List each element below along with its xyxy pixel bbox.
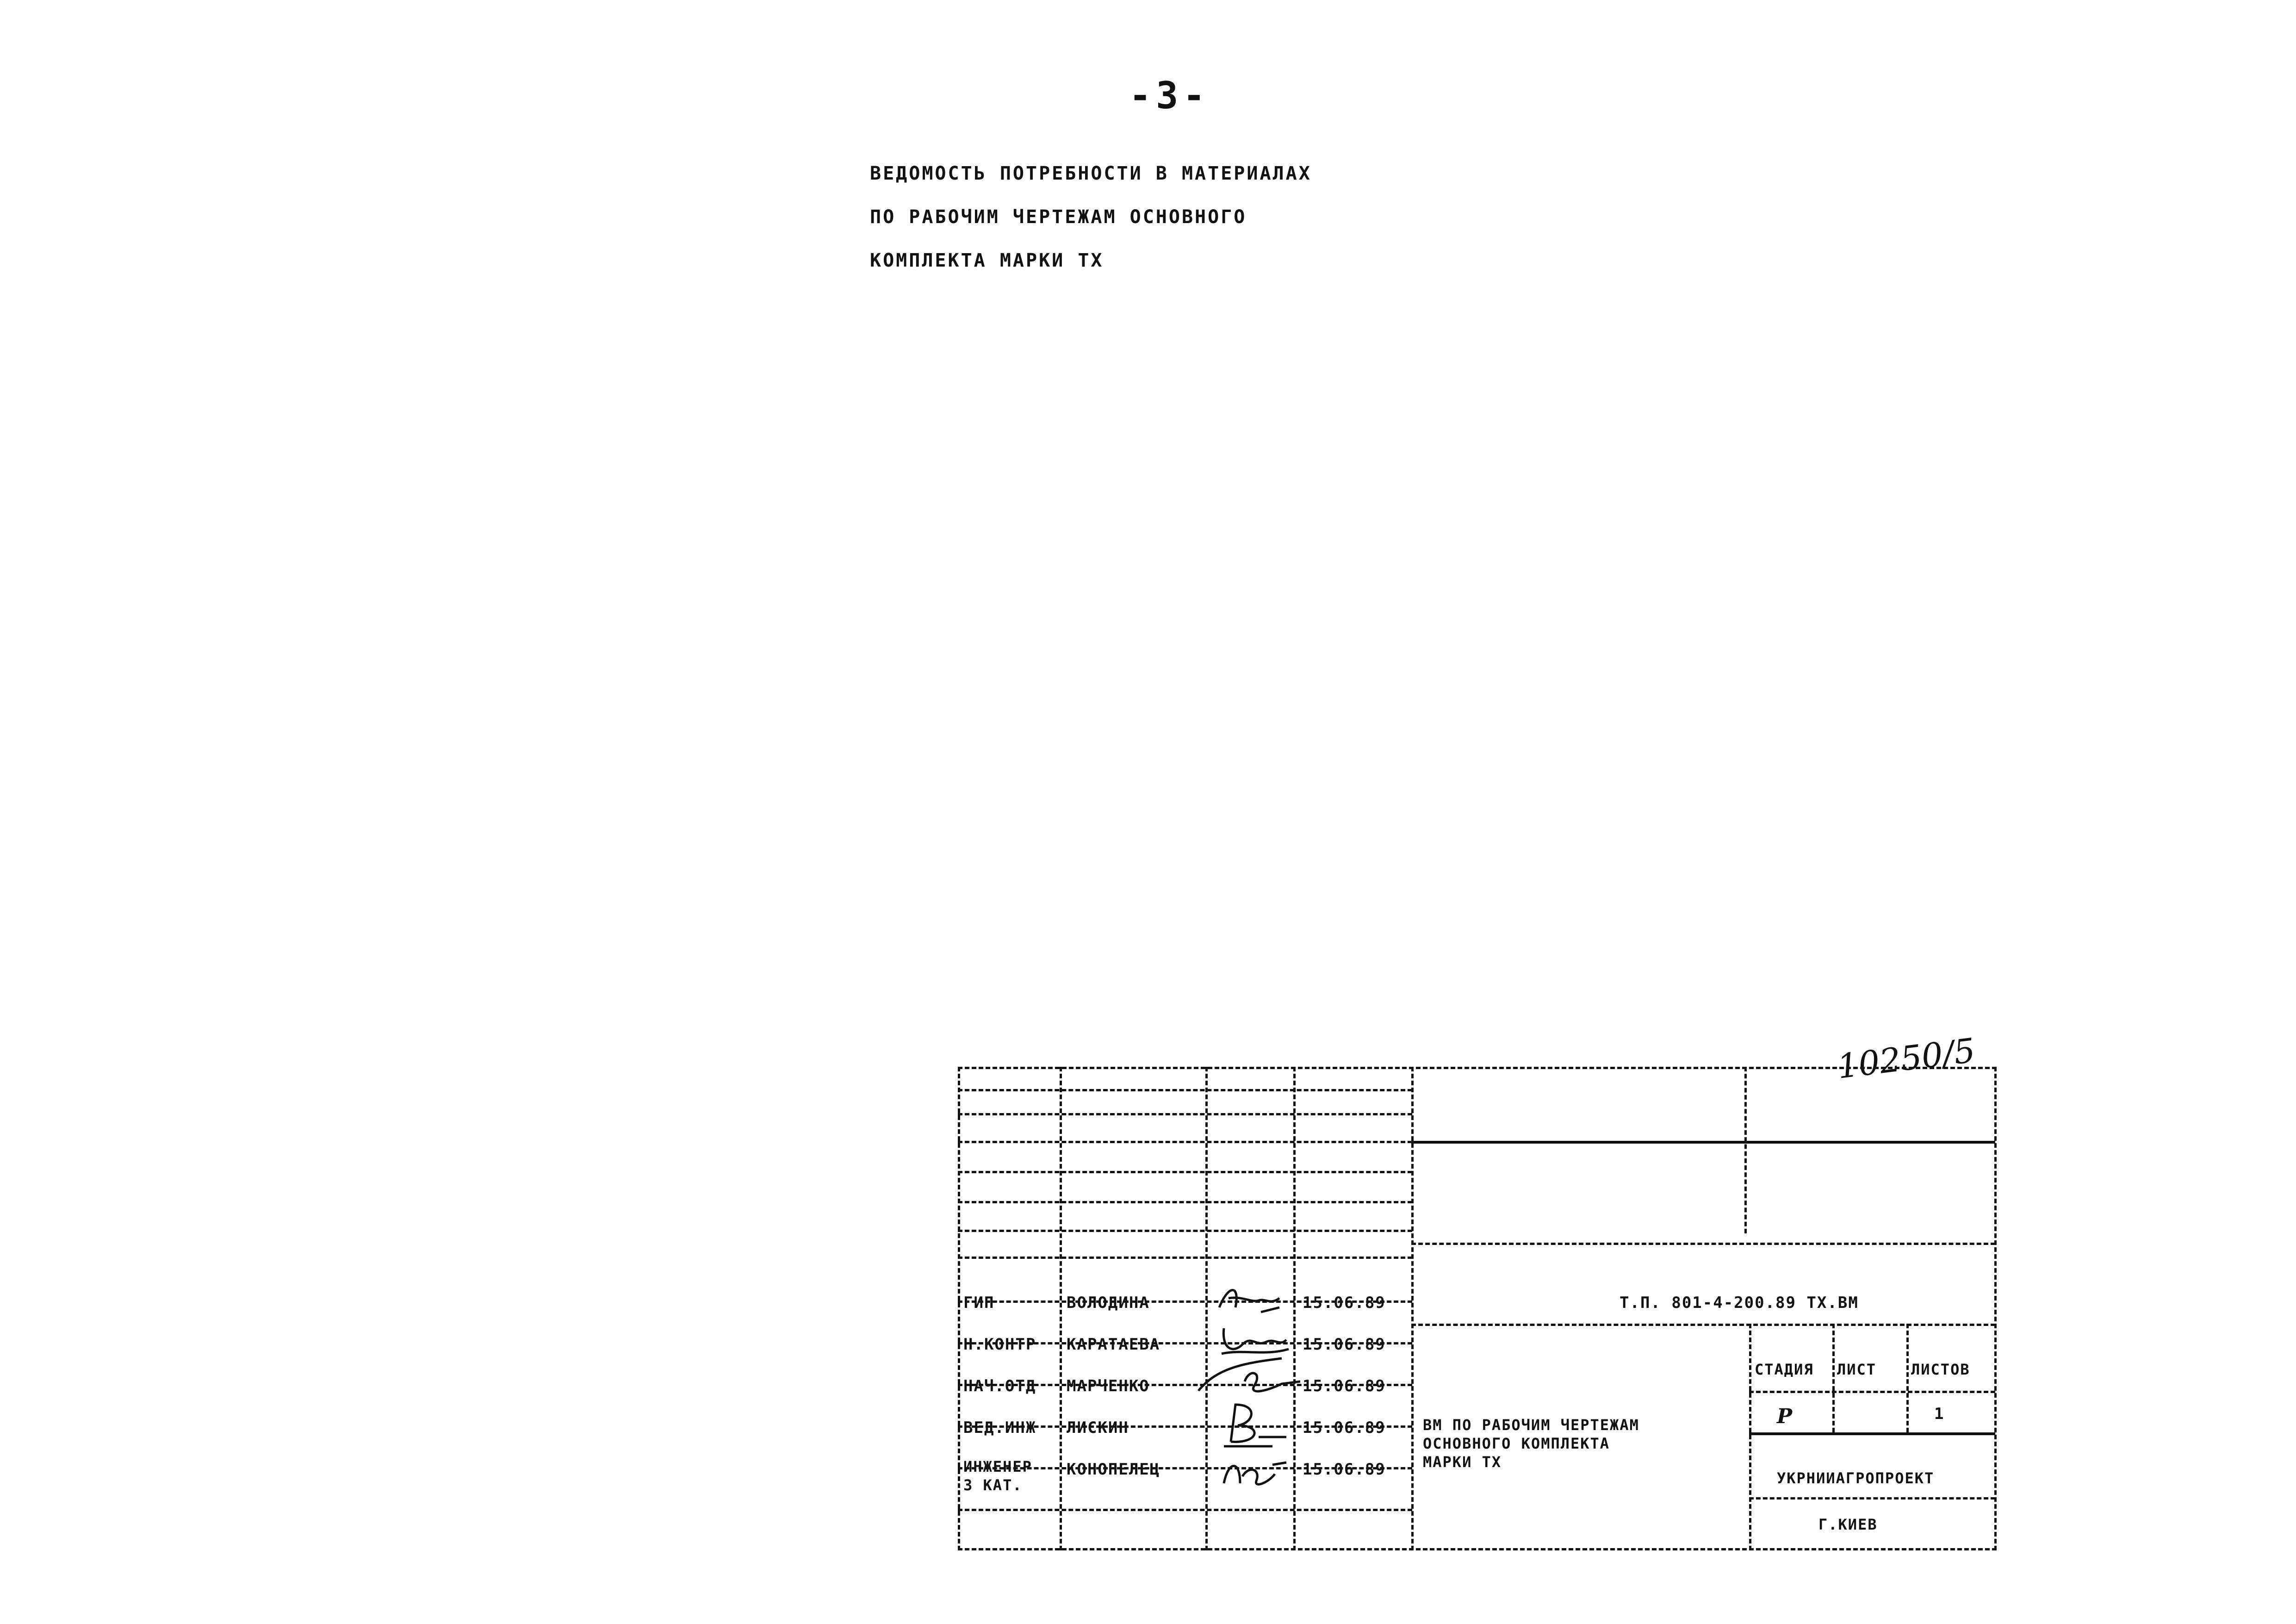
signature-marchenko <box>1189 1349 1309 1405</box>
right-col-sep-top <box>1744 1067 1747 1233</box>
right-col-sep-bottom <box>1749 1324 1751 1550</box>
row-line <box>958 1113 1412 1115</box>
document-heading-line-2: ПО РАБОЧИМ ЧЕРТЕЖАМ ОСНОВНОГО <box>870 206 1247 228</box>
document-code: Т.П. 801-4-200.89 ТХ.ВМ <box>1620 1294 1859 1312</box>
archive-number: 10250/5 <box>1835 1031 1978 1086</box>
row-line <box>958 1257 1412 1259</box>
org-row-line <box>1749 1497 1995 1500</box>
role-nach-otd: НАЧ.ОТД <box>963 1377 1036 1395</box>
role-gip: ГИП <box>963 1294 995 1312</box>
right-solid-line <box>1411 1141 1995 1144</box>
name-konopelets: КОНОПЕЛЕЦ <box>1067 1460 1160 1479</box>
row-line <box>958 1509 1412 1511</box>
col-sep-1 <box>1060 1067 1062 1550</box>
stage-col-sep <box>1832 1324 1835 1432</box>
document-heading-line-1: ВЕДОМОСТЬ ПОТРЕБНОСТИ В МАТЕРИАЛАХ <box>870 163 1312 184</box>
row-line <box>958 1171 1412 1173</box>
signature-konopelets <box>1217 1451 1291 1493</box>
stamp-top-border <box>958 1067 1997 1069</box>
row-line <box>958 1230 1412 1232</box>
row-line <box>958 1201 1412 1203</box>
signature-volodina <box>1215 1280 1289 1321</box>
date-row-3: 15.06.89 <box>1303 1377 1386 1395</box>
sheets-value: 1 <box>1934 1405 1945 1423</box>
document-title-line-2: ОСНОВНОГО КОМПЛЕКТА <box>1423 1435 1610 1452</box>
title-block-stamp <box>958 1067 1999 1553</box>
stamp-left-border <box>958 1067 960 1550</box>
col-sep-2 <box>1205 1067 1208 1550</box>
col-sep-4 <box>1411 1067 1414 1550</box>
row-line <box>958 1089 1412 1091</box>
signature-liskin <box>1217 1400 1291 1451</box>
date-row-1: 15.06.89 <box>1303 1294 1386 1312</box>
name-marchenko: МАРЧЕНКО <box>1067 1377 1150 1395</box>
stamp-right-border <box>1994 1067 1997 1550</box>
document-title-line-3: МАРКИ ТХ <box>1423 1453 1502 1471</box>
name-karataeva: КАРАТАЕВА <box>1067 1335 1160 1354</box>
document-heading-line-3: КОМПЛЕКТА МАРКИ ТХ <box>870 250 1104 271</box>
stage-value: Р <box>1777 1405 1793 1428</box>
sheet-header: ЛИСТ <box>1837 1361 1877 1378</box>
role-inzhener: ИНЖЕНЕР <box>963 1458 1032 1475</box>
role-n-kontr: Н.КОНТР <box>963 1335 1036 1354</box>
city-name: Г.КИЕВ <box>1818 1516 1878 1533</box>
col-sep-3 <box>1293 1067 1296 1550</box>
date-row-5: 15.06.89 <box>1303 1460 1386 1479</box>
date-row-4: 15.06.89 <box>1303 1419 1386 1437</box>
sheets-header: ЛИСТОВ <box>1911 1361 1970 1378</box>
role-ved-inzh: ВЕД.ИНЖ <box>963 1419 1036 1437</box>
document-title-line-1: ВМ ПО РАБОЧИМ ЧЕРТЕЖАМ <box>1423 1416 1639 1434</box>
stamp-bottom-border <box>958 1548 1997 1550</box>
page-number: -3- <box>1129 74 1210 117</box>
sheet-col-sep <box>1906 1324 1909 1432</box>
role-inzhener-category: 3 КАТ. <box>963 1476 1023 1494</box>
organization-name: УКРНИИАГРОПРОЕКТ <box>1777 1469 1935 1487</box>
stage-row-line <box>1749 1432 1995 1435</box>
name-volodina: ВОЛОДИНА <box>1067 1294 1150 1312</box>
stage-row-line <box>1749 1391 1995 1393</box>
name-liskin: ЛИСКИН <box>1067 1419 1129 1437</box>
stage-header: СТАДИЯ <box>1755 1361 1814 1378</box>
right-dashed-line <box>1411 1243 1995 1245</box>
row-line <box>958 1141 1412 1143</box>
date-row-2: 15.06.89 <box>1303 1335 1386 1354</box>
